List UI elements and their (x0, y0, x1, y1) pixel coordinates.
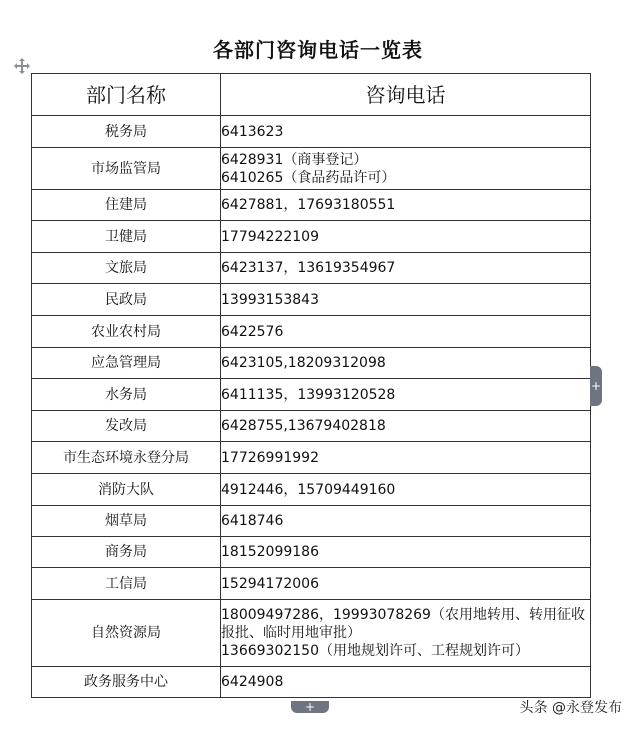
table-row (32, 568, 591, 600)
department-cell: 消防大队 (32, 474, 221, 506)
phone-cell (221, 568, 591, 600)
consultation-phone-table (31, 73, 591, 698)
table-row (32, 221, 591, 253)
department-cell: 自然资源局 (32, 600, 221, 667)
table-row (32, 442, 591, 474)
phone-line: 4912446，15709449160 (221, 481, 396, 498)
table-row (32, 667, 591, 698)
department-cell: 政务服务中心 (32, 667, 221, 698)
phone-cell (221, 537, 591, 568)
phone-line: 6422576 (221, 323, 284, 340)
phone-line: 6410265（食品药品许可） (221, 169, 396, 186)
table-row (32, 253, 591, 284)
table-row (32, 379, 591, 411)
phone-line: 18152099186 (221, 544, 319, 560)
phone-cell (221, 667, 591, 698)
phone-line: 6423137，13619354967 (221, 260, 396, 276)
phone-line: 15294172006 (221, 575, 319, 592)
table-row (32, 474, 591, 506)
department-cell: 卫健局 (32, 221, 221, 253)
department-cell: 住建局 (32, 190, 221, 221)
table-move-icon[interactable] (14, 58, 30, 74)
phone-cell (221, 316, 591, 348)
phone-line: 6427881，17693180551 (221, 197, 396, 213)
table-header-row (32, 74, 591, 116)
phone-line: 18009497286，19993078269（农用地转用、转用征收报批、临时用地审批） (221, 607, 585, 641)
department-cell: 应急管理局 (32, 348, 221, 379)
phone-cell (221, 506, 591, 537)
phone-cell (221, 221, 591, 253)
phone-cell (221, 116, 591, 148)
phone-line: 6428931（商事登记） (221, 151, 368, 168)
department-cell: 民政局 (32, 284, 221, 316)
phone-line: 6413623 (221, 123, 284, 140)
phone-cell (221, 190, 591, 221)
department-cell: 市生态环境永登分局 (32, 442, 221, 474)
department-cell: 发改局 (32, 411, 221, 442)
add-row-button[interactable]: + (291, 701, 329, 713)
table-row (32, 506, 591, 537)
department-cell: 文旅局 (32, 253, 221, 284)
table-row (32, 348, 591, 379)
phone-line: 17794222109 (221, 228, 319, 245)
phone-cell (221, 348, 591, 379)
phone-cell (221, 148, 591, 190)
department-cell: 商务局 (32, 537, 221, 568)
department-cell: 市场监管局 (32, 148, 221, 190)
phone-line: 6418746 (221, 513, 284, 529)
phone-line: 17726991992 (221, 449, 319, 466)
department-cell: 烟草局 (32, 506, 221, 537)
table-row (32, 284, 591, 316)
department-cell: 水务局 (32, 379, 221, 411)
department-cell: 税务局 (32, 116, 221, 148)
phone-cell (221, 284, 591, 316)
table-row (32, 148, 591, 190)
page-title: 各部门咨询电话一览表 (213, 38, 423, 62)
table-row (32, 190, 591, 221)
phone-line: 6424908 (221, 674, 284, 690)
phone-line: 13669302150（用地规划许可、工程规划许可） (221, 643, 529, 659)
add-column-button[interactable]: + (590, 366, 602, 406)
phone-cell (221, 442, 591, 474)
phone-cell (221, 474, 591, 506)
table-row (32, 600, 591, 667)
phone-line: 6411135，13993120528 (221, 386, 396, 403)
header-department: 部门名称 (32, 74, 221, 116)
watermark: 头条 @永登发布 (519, 700, 622, 716)
department-cell: 农业农村局 (32, 316, 221, 348)
header-phone: 咨询电话 (221, 74, 591, 116)
table-row (32, 316, 591, 348)
phone-cell (221, 379, 591, 411)
phone-cell (221, 411, 591, 442)
table-row (32, 116, 591, 148)
phone-line: 13993153843 (221, 291, 319, 308)
phone-cell (221, 253, 591, 284)
table-row (32, 537, 591, 568)
phone-cell (221, 600, 591, 667)
phone-line: 6423105,18209312098 (221, 355, 386, 371)
phone-line: 6428755,13679402818 (221, 418, 386, 434)
department-cell: 工信局 (32, 568, 221, 600)
table-row (32, 411, 591, 442)
